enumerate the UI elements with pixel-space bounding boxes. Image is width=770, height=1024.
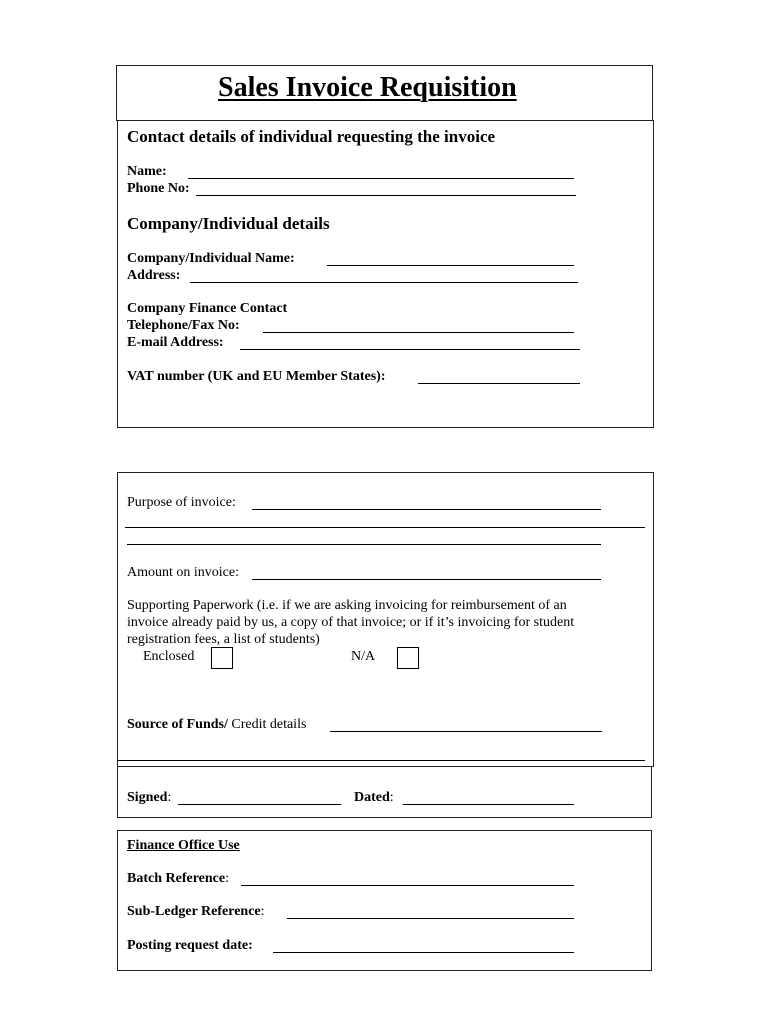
batch-reference-text: Batch Reference [127,871,226,886]
dated-colon: : [389,790,394,805]
company-name-field[interactable] [327,265,574,266]
email-field[interactable] [240,349,580,350]
posting-date-label: Posting request date: [127,938,253,953]
supporting-text-1: Supporting Paperwork (i.e. if we are asking invoicing for reimbursement of an [127,598,567,613]
dated-field[interactable] [403,804,574,805]
contact-heading: Contact details of individual requesting the invoice [127,127,496,146]
enclosed-checkbox[interactable] [211,647,233,669]
vat-label: VAT number (UK and EU Member States): [127,369,386,384]
sub-ledger-field[interactable] [287,918,574,919]
name-label: Name: [127,164,167,179]
company-heading: Company/Individual details [127,214,330,233]
signed-text: Signed [127,790,168,805]
phone-field[interactable] [196,195,576,196]
na-checkbox[interactable] [397,647,419,669]
dated-label [354,790,394,806]
phone-label: Phone No: [127,181,190,196]
dated-text: Dated [354,790,390,805]
signed-label [127,790,171,806]
enclosed-label: Enclosed [143,649,195,664]
finance-office-heading: Finance Office Use [127,838,240,853]
source-of-funds-bold: Source of Funds/ [127,717,228,732]
signed-colon: : [167,790,172,805]
name-field[interactable] [188,178,574,179]
credit-details-text: Credit details [227,717,307,732]
purpose-field[interactable] [252,509,601,510]
amount-label: Amount on invoice: [127,565,239,580]
batch-reference-colon: : [225,871,229,886]
address-label: Address: [127,268,181,283]
sub-ledger-text: Sub-Ledger Reference [127,904,261,919]
telfax-field[interactable] [263,332,574,333]
batch-reference-field[interactable] [241,885,574,886]
source-of-funds-field[interactable] [330,731,602,732]
batch-reference-label [127,871,229,887]
company-name-label: Company/Individual Name: [127,251,295,266]
amount-field[interactable] [252,579,601,580]
page-title: Sales Invoice Requisition [218,72,517,103]
address-field[interactable] [190,282,578,283]
source-of-funds-label [127,717,306,733]
purpose-divider [125,527,645,528]
purpose-field-extra[interactable] [127,544,601,545]
purpose-label: Purpose of invoice: [127,495,236,510]
signed-field[interactable] [178,804,341,805]
sub-ledger-colon: : [260,904,265,919]
na-label: N/A [351,649,376,664]
invoice-bottom-rule [117,760,645,761]
email-label: E-mail Address: [127,335,224,350]
supporting-text-2: invoice already paid by us, a copy of that invoice; or if it’s invoicing for student [127,615,575,630]
finance-contact-label: Company Finance Contact [127,301,288,316]
sub-ledger-label [127,904,265,920]
telfax-label: Telephone/Fax No: [127,318,240,333]
vat-field[interactable] [418,383,580,384]
posting-date-field[interactable] [273,952,574,953]
supporting-text-3: registration fees, a list of students) [127,632,320,647]
